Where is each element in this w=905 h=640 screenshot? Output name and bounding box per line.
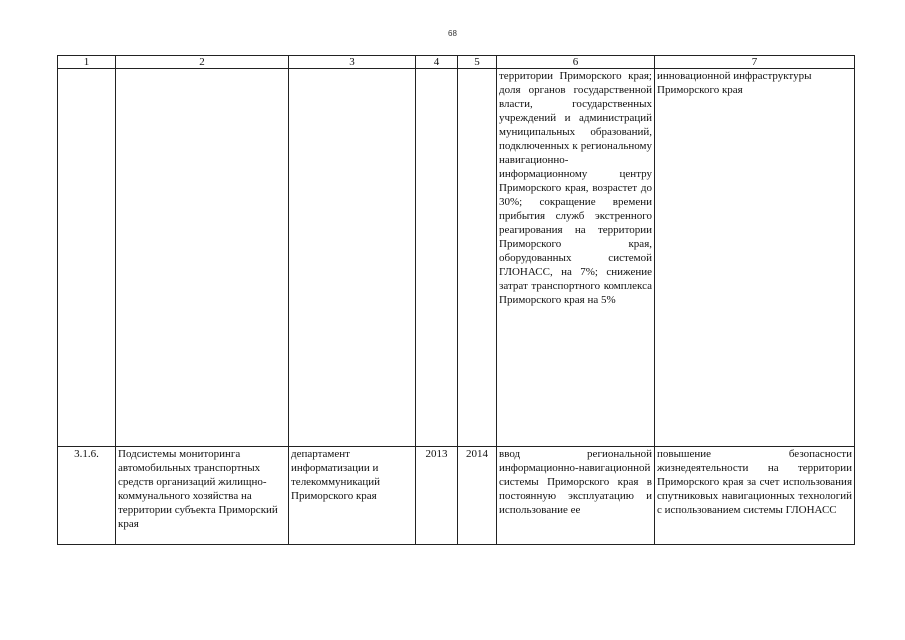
col-number-4: 4 bbox=[416, 56, 458, 69]
row-result: ввод региональной информационно-навигационной системы Приморского края в постоянную эксплуатацию и использование ее bbox=[497, 447, 655, 545]
row-effect: повышение безопасности жизнедеятельности на территории Приморского края за счет использования спутниковых навигационных технологий с использованием системы ГЛОНАСС bbox=[655, 447, 855, 545]
cont-cell-5 bbox=[458, 69, 497, 447]
col-number-3: 3 bbox=[289, 56, 416, 69]
col-number-1: 1 bbox=[58, 56, 116, 69]
cont-effect-text: инновационной инфраструктуры Приморского края bbox=[655, 69, 855, 447]
program-table bbox=[57, 55, 855, 545]
row-start-year: 2013 bbox=[416, 447, 458, 545]
cont-cell-3 bbox=[289, 69, 416, 447]
column-numbers-row bbox=[58, 56, 855, 69]
row-number: 3.1.6. bbox=[58, 447, 116, 545]
col-number-2: 2 bbox=[116, 56, 289, 69]
cont-cell-4 bbox=[416, 69, 458, 447]
cont-cell-1 bbox=[58, 69, 116, 447]
row-name: Подсистемы мониторинга автомобильных транспортных средств организаций жилищно- коммунального хозяйства на территории субъекта Приморский края bbox=[116, 447, 289, 545]
col-number-6: 6 bbox=[497, 56, 655, 69]
col-number-5: 5 bbox=[458, 56, 497, 69]
table-row-3-1-6 bbox=[58, 447, 855, 545]
cont-result-text: территории Приморского края; доля органов государственной власти, государственных учреждений и администраций муниципальных образований, подключенных к региональному навигационно-информационному центру Приморского края, возрастет до 30%; сокращение времени прибытия служб экстренного реагирования на территории Приморского края, оборудованных системой ГЛОНАСС, на 7%; снижение затрат транспортного комплекса Приморского края на 5% bbox=[497, 69, 655, 447]
row-executor: департамент информатизации и телекоммуникаций Приморского края bbox=[289, 447, 416, 545]
col-number-7: 7 bbox=[655, 56, 855, 69]
page-number: 68 bbox=[448, 29, 457, 38]
cont-cell-2 bbox=[116, 69, 289, 447]
row-end-year: 2014 bbox=[458, 447, 497, 545]
continuation-row bbox=[58, 69, 855, 447]
